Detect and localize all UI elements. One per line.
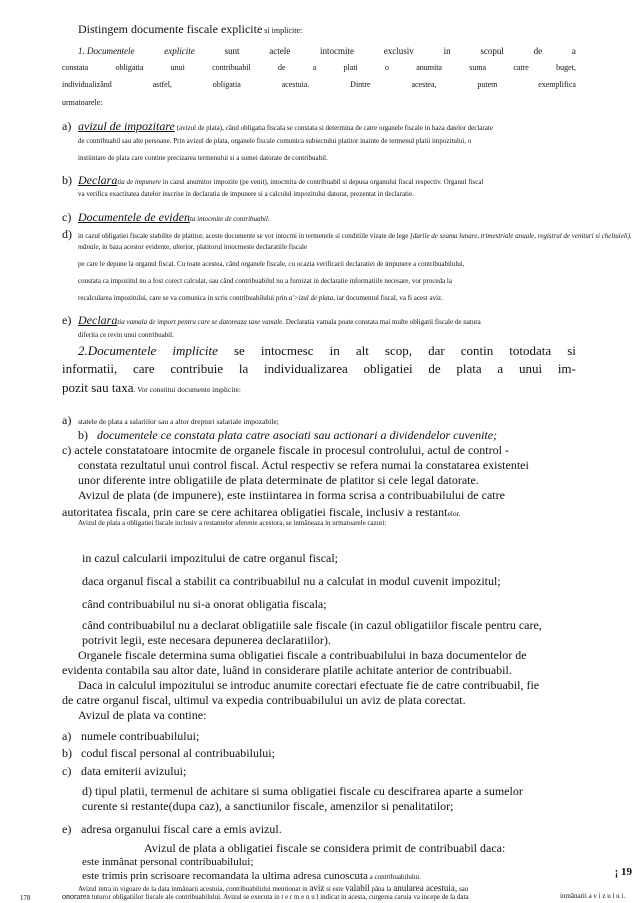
case-4-line-1: când contribuabilul nu a declarat obligatiile sale fiscale (in cazul obligatiilor fiscale pentru care, — [82, 618, 542, 632]
organe-line-2: evidenta contabila sau altor date, luând in considerare platile achitate anterior de contribuabil. — [62, 663, 512, 677]
final-line-3 — [560, 892, 625, 900]
item-e-line-2: diferita ce revin unui contribuabil. — [78, 331, 174, 339]
aviz-line-2: autoritatea fiscala, prin care se cere achitarea obligatiei fiscale, inclusiv a restantelor. — [62, 505, 461, 519]
item-d-line-5: recalcularea impozitului, care se va comunica in scris contribuabilului prin a'>izul de plata, iar documentul fiscal, va fi acest aviz. — [78, 294, 443, 302]
implicit-item-c-line-2: constata rezultatul unui control fiscal. Actul respectiv se refera numai la constatarea existentei — [78, 458, 529, 472]
item-d-line-3: pe care le depune la organul fiscal. Cu toate acestea, când organele fiscale, cu ocazia verificarii declaratiei de impunere a contribuabilului, — [78, 260, 465, 268]
final-line-1-part: aviz — [309, 883, 325, 893]
primit-p1 — [82, 856, 253, 868]
content-a: a) numele contribuabilului; — [62, 729, 200, 743]
implicit-line-1: 2.Documentele implicite se intocmesc in alt scop, dar contin totodata si — [78, 343, 576, 358]
content-d-line-1: d) tipul platii, termenul de achitare si suma obligatiei fiscale cu descifrarea aparte a sumelor — [82, 784, 523, 798]
organe-line-5: Avizul de plata va contine: — [78, 708, 207, 722]
case-2: daca organul fiscal a stabilit ca contribuabilul nu a calculat in modul cuvenit impozitul; — [82, 574, 501, 588]
final-line-1-part: Avizul intra in vigoare de la data inmânarii acestuia, contribuabilului mentionat in — [78, 885, 310, 893]
implicit-line-2: informatii, care contribuie la individualizarea obligatiei de plata a unui im- — [62, 361, 576, 376]
final-line-1-part: valabil — [345, 883, 370, 893]
primit-p2 — [82, 870, 421, 882]
organe-line-1: Organele fiscale determina suma obligatiei fiscale a contribuabilului in baza documentelor de — [78, 648, 527, 662]
content-d-line-2: curente si restante(dupa caz), a sanctiunilor fiscale, amenzilor si penalitatilor; — [82, 799, 454, 813]
final-line-1-part: sau — [457, 885, 469, 893]
implicit-item-c-line-3: unor diferente intre obligatiile de plata determinate de platitor si cele legal datorate. — [78, 473, 479, 487]
final-line-2-part: t e r m e n u l — [281, 893, 319, 901]
item-b-line-1: b) Declaratia de impunere in cazul anumitor impozite (pe venit), intocmita de contribuabil si depusa organului fiscal respectiv. Organul fiscal — [62, 173, 484, 187]
intro-line-4: urmatoarele: — [62, 98, 103, 107]
item-b-line-2: va verifica exactitatea datelor inscrise in declaratia de impunere si a calculul impozitului datorat, prezentat in declaratie. — [78, 190, 414, 198]
organe-line-4: de catre organul fiscal, ultimul va expedia contribuabilului un aviz de plata corectat. — [62, 693, 466, 707]
item-d-line-2: mânale, in baza acestor evidente, ulterior, platitorul intocmeste declaratiile fiscale — [78, 243, 308, 251]
final-line-1-part: si este — [324, 885, 346, 893]
content-e: e) adresa organului fiscal care a emis avizul. — [62, 822, 282, 836]
primit-title: Avizul de plata a obligatiei fiscale se considera primit de contribuabil daca: — [144, 841, 506, 855]
item-a-line-3: instiintare de plata care contine precizarea termenului si a sumei datorate de contribuabil. — [78, 154, 328, 162]
item-c-line-1: c) Documentele de evidenta intocmite de contribuabil. — [62, 210, 270, 224]
intro-line-3: individualizând astfel, obligatia acestuia. Dintre acestea, putem exemplifica — [62, 80, 576, 89]
implicit-line-3: pozit sau taxa. Vor constitui documente implicite: — [62, 380, 241, 395]
page-number: 178 — [20, 894, 31, 902]
final-line-2-part: onorarea — [62, 892, 90, 901]
intro-line-1: 1. Documentele explicite sunt actele intocmite exclusiv in scopul de a — [78, 46, 576, 56]
final-line-2-part: tuturor obligatiilor fiscale ale contribuabilului. Avizul se executa in — [89, 893, 282, 901]
item-a-line-1: a) avizul de impozitare (avizul de plata), când obligatia fiscala se constata si determina de catre organele fiscale in baza datelor declarate — [62, 119, 493, 133]
final-line-2-part: indicat in acesta, curgerea caruia va incepe de la data — [318, 893, 469, 901]
corner-page-marker: ¡ 19 — [614, 866, 632, 878]
content-b: b) codul fiscal personal al contribuabilului; — [62, 746, 275, 760]
organe-line-3: Daca in calculul impozitului se introduc anumite corectari efectuate fie de catre contribuabil, fie — [78, 678, 540, 692]
implicit-item-c-line-1: c) actele constatatoare intocmite de organele fiscale in procesul controlului, actul de control - — [62, 443, 509, 457]
case-1: in cazul calcularii impozitului de catre organul fiscal; — [82, 551, 339, 565]
primit-p2-part: a contribuabilului. — [367, 873, 421, 881]
item-d-line-4: constata ca impozitul nu a fost corect calculat, sau când contribuabilul nu a furnizat in declaratie informatiile necesare, vor proceda la — [78, 277, 452, 285]
final-line-1-part: pâna la — [369, 885, 394, 893]
implicit-item-b: b) documentele ce constata plata catre asociati sau actionari a dividendelor cuvenite; — [78, 428, 498, 442]
intro-line-2: constata obligatia unui contribuabil de a plati o anumita suma catre buget, — [62, 63, 576, 72]
aviz-line-1: Avizul de plata (de impunere), este instiintarea in forma scrisa a contribuabilului de catre — [78, 488, 505, 502]
final-line-3-part: inmânarii a v i z u l u i. — [560, 892, 626, 900]
case-3: când contribuabilul nu si-a onorat obligatia fiscala; — [82, 597, 327, 611]
intro-title: Distingem documente fiscale explicite si implicite: — [78, 22, 303, 36]
item-e-line-1: e) Declaratia vamala de import pentru care se datoreaza taxe vamale. Declaratia vamala poate constata mai multe obligatii fiscale de natura — [62, 313, 481, 327]
aviz-line-3: Avizul de plata a obligatiei fiscale inclusiv a restantelor aferente acestora, se inmâneaza in urmatoarele cazuri: — [78, 519, 387, 527]
case-4-line-2: potrivit legii, este necesara depunerea declaratiilor). — [82, 633, 331, 647]
content-c: c) data emiterii avizului; — [62, 764, 187, 778]
item-a-line-2: de contribuabil sau alte persoane. Prin avizul de plata, organele fiscale comunica subiectului platitor inainte de termenul platii impozitului, o — [78, 137, 472, 145]
item-d-line-1: d) in cazul obligatiei fiscale stabilite de platitor, aceste documente se vor intocmi in termenele si conditiile vizate de lege [darile de seama lunare, trimestriale anuale, registrul de venituri si cheltuieli). — [62, 227, 632, 241]
implicit-item-a: a) statele de plata a salariilor sau a altor drepturi salariale impozabile; — [62, 413, 279, 427]
final-line-2 — [62, 892, 469, 901]
final-line-1-part: anularea acestuia, — [393, 883, 458, 893]
primit-p1-part: este inmânat personal contribuabilului; — [82, 856, 254, 868]
primit-p2-part: este trimis prin scrisoare recomandata la ultima adresa cunoscuta — [82, 870, 368, 882]
